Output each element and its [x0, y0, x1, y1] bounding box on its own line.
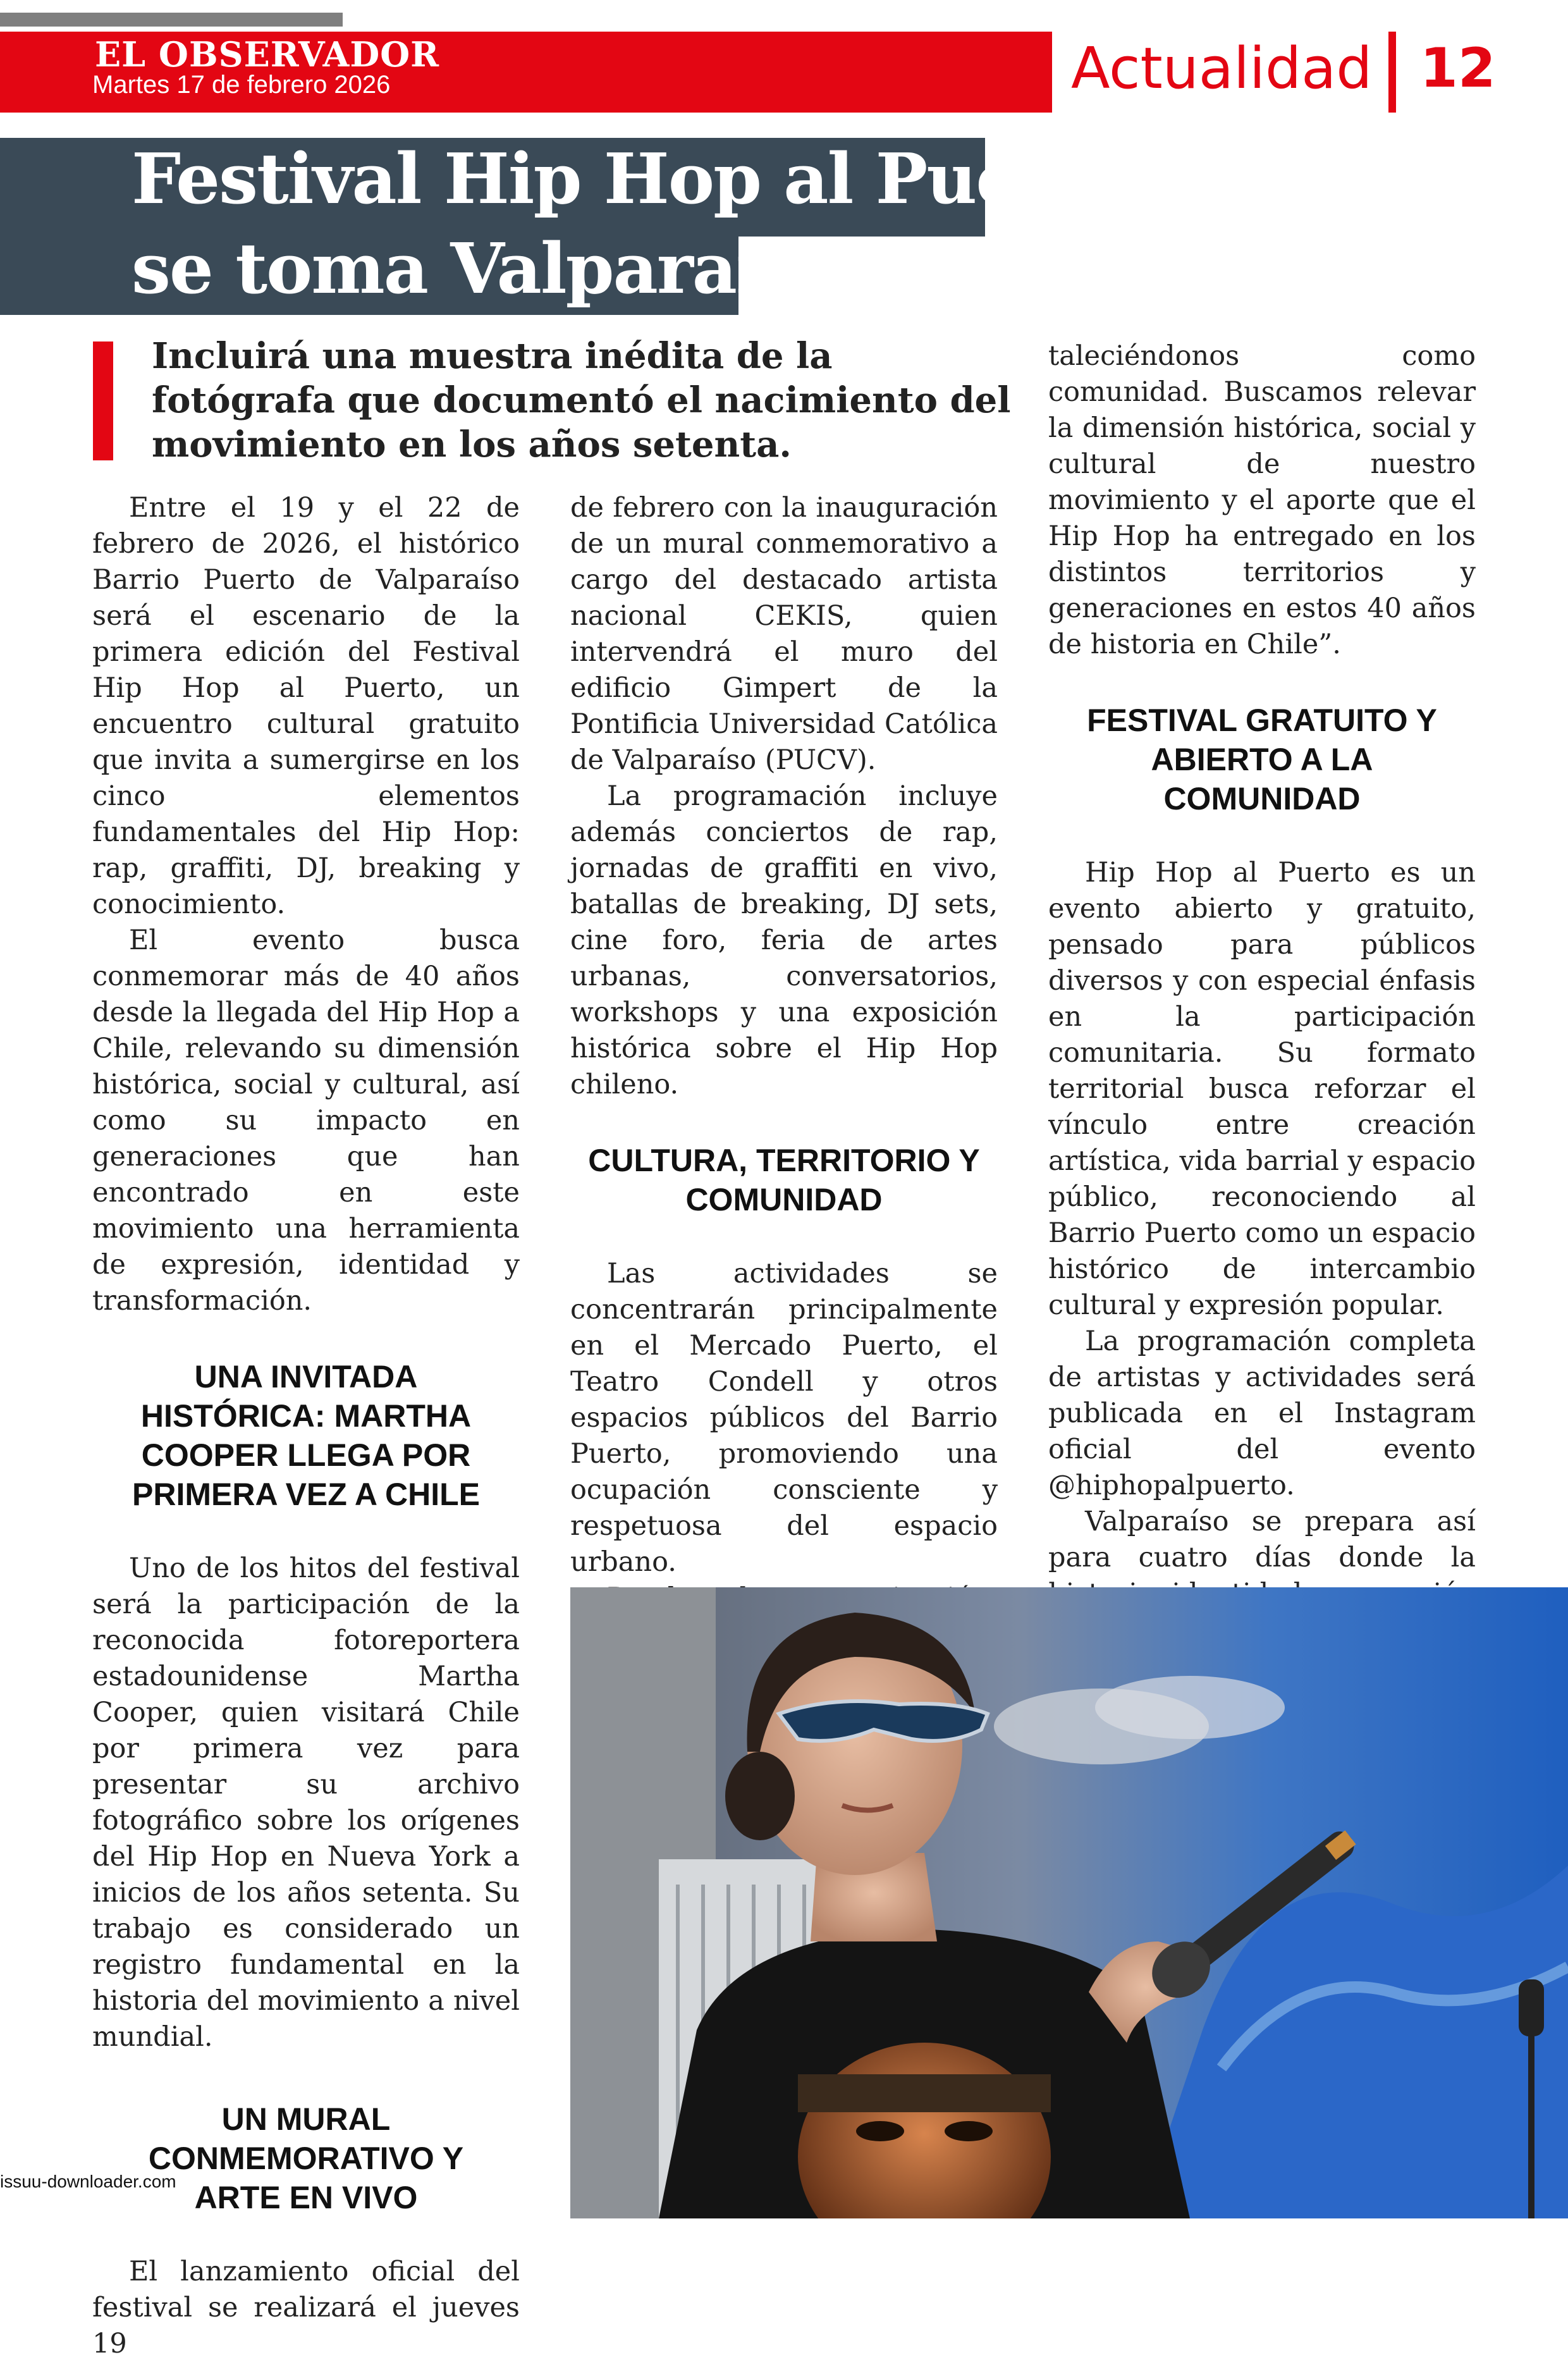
watermark: issuu-downloader.com [0, 2172, 176, 2191]
subheading: UN MURAL CONMEMORATIVO Y ARTE EN VIVO [148, 2101, 464, 2215]
section-divider [1388, 32, 1396, 113]
photo-illustration [570, 1587, 1568, 2218]
paragraph: Las actividades se concentrarán principalmente en el Mercado Puerto, el Teatro Condell y otros espacios públicos del Barrio Puerto, promoviendo una ocupación consciente y respetuosa del espacio urbano. [570, 1258, 998, 1578]
paragraph: Entre el 19 y el 22 de febrero de 2026, el histórico Barrio Puerto de Valparaíso será el escenario de la primera edición del Festival Hip Hop al Puerto, un encuentro cultural gratuito que invita a sumergirse en los cinco elementos fundamentales del Hip Hop: rap, graffiti, DJ, breaking y conocimiento. [92, 492, 520, 920]
paragraph: La programación incluye además conciertos de rap, jornadas de graffiti en vivo, batallas de breaking, DJ sets, cine foro, feria de artes urbanas, conversatorios, workshops y una exposición histórica sobre el Hip Hop chileno. [570, 780, 998, 1100]
subheading: UNA INVITADA HISTÓRICA: MARTHA COOPER LLEGA POR PRIMERA VEZ A CHILE [132, 1359, 481, 1512]
paragraph: La programación completa de artistas y actividades será publicada en el Instagram oficial del evento @hiphopalpuerto. [1048, 1326, 1476, 1501]
newspaper-name: EL OBSERVADOR [95, 34, 440, 75]
paragraph: de febrero con la inauguración de un mural conmemorativo a cargo del destacado artista nacional CEKIS, quien intervendrá el muro del edificio Gimpert de la Pontificia Universidad Católica de Valparaíso (PUCV). [570, 492, 998, 776]
headline-line-1: Festival Hip Hop al Puerto [132, 138, 1130, 219]
performer-photo [570, 1587, 1568, 2218]
subheading: CULTURA, TERRITORIO Y COMUNIDAD [588, 1143, 980, 1217]
article-dek: Incluirá una muestra inédita de la fotógrafa que documentó el nacimiento del movimiento en los años setenta. [152, 335, 1011, 465]
page-number: 12 [1420, 37, 1496, 100]
article-column-1 [92, 490, 520, 2362]
issue-date: Martes 17 de febrero 2026 [92, 71, 391, 99]
dek-accent-bar [93, 341, 113, 460]
paragraph: Valparaíso se prepara así para cuatro días donde la [1048, 1506, 1476, 1573]
paragraph: Uno de los hitos del festival será la participación de la reconocida fotoreportera estadounidense Martha Cooper, quien visitará Chile por primera vez para presentar su archivo fotográfico sobre los orígenes del Hip Hop en Nueva York a inicios de los años setenta. Su trabajo es considerado un registro fundamental en la historia del movimiento a nivel mundial. [92, 1553, 520, 2053]
paragraph: El lanzamiento oficial del festival se realizará el jueves 19 [92, 2256, 520, 2359]
top-rule [0, 13, 343, 27]
paragraph: Hip Hop al Puerto es un evento abierto y gratuito, pensado para públicos diversos y con especial énfasis en la participación comunitaria. Su formato territorial busca reforzar el vínculo entre creación artística, vida barrial y espacio público, reconociendo al Barrio Puerto como un espacio histórico de intercambio cultural y expresión popular. [1048, 857, 1476, 1321]
paragraph: taleciéndonos como comunidad. Buscamos relevar la dimensión histórica, social y cultural de nuestro movimiento y el aporte que el Hip Hop ha entregado en los distintos territorios y generaciones en estos 40 años de historia en Chile”. [1048, 340, 1476, 660]
paragraph: El evento busca conmemorar más de 40 años desde la llegada del Hip Hop a Chile, relevando su dimensión histórica, social y cultural, así como su impacto en generaciones que han encontrado en este movimiento una herramienta de expresión, identidad y transformación. [92, 925, 520, 1317]
subheading: FESTIVAL GRATUITO Y ABIERTO A LA COMUNIDAD [1087, 703, 1437, 816]
section-name: Actualidad [1071, 35, 1373, 102]
article-column-3 [1048, 338, 1476, 1720]
headline-line-2: se toma Valparaíso [132, 228, 845, 309]
